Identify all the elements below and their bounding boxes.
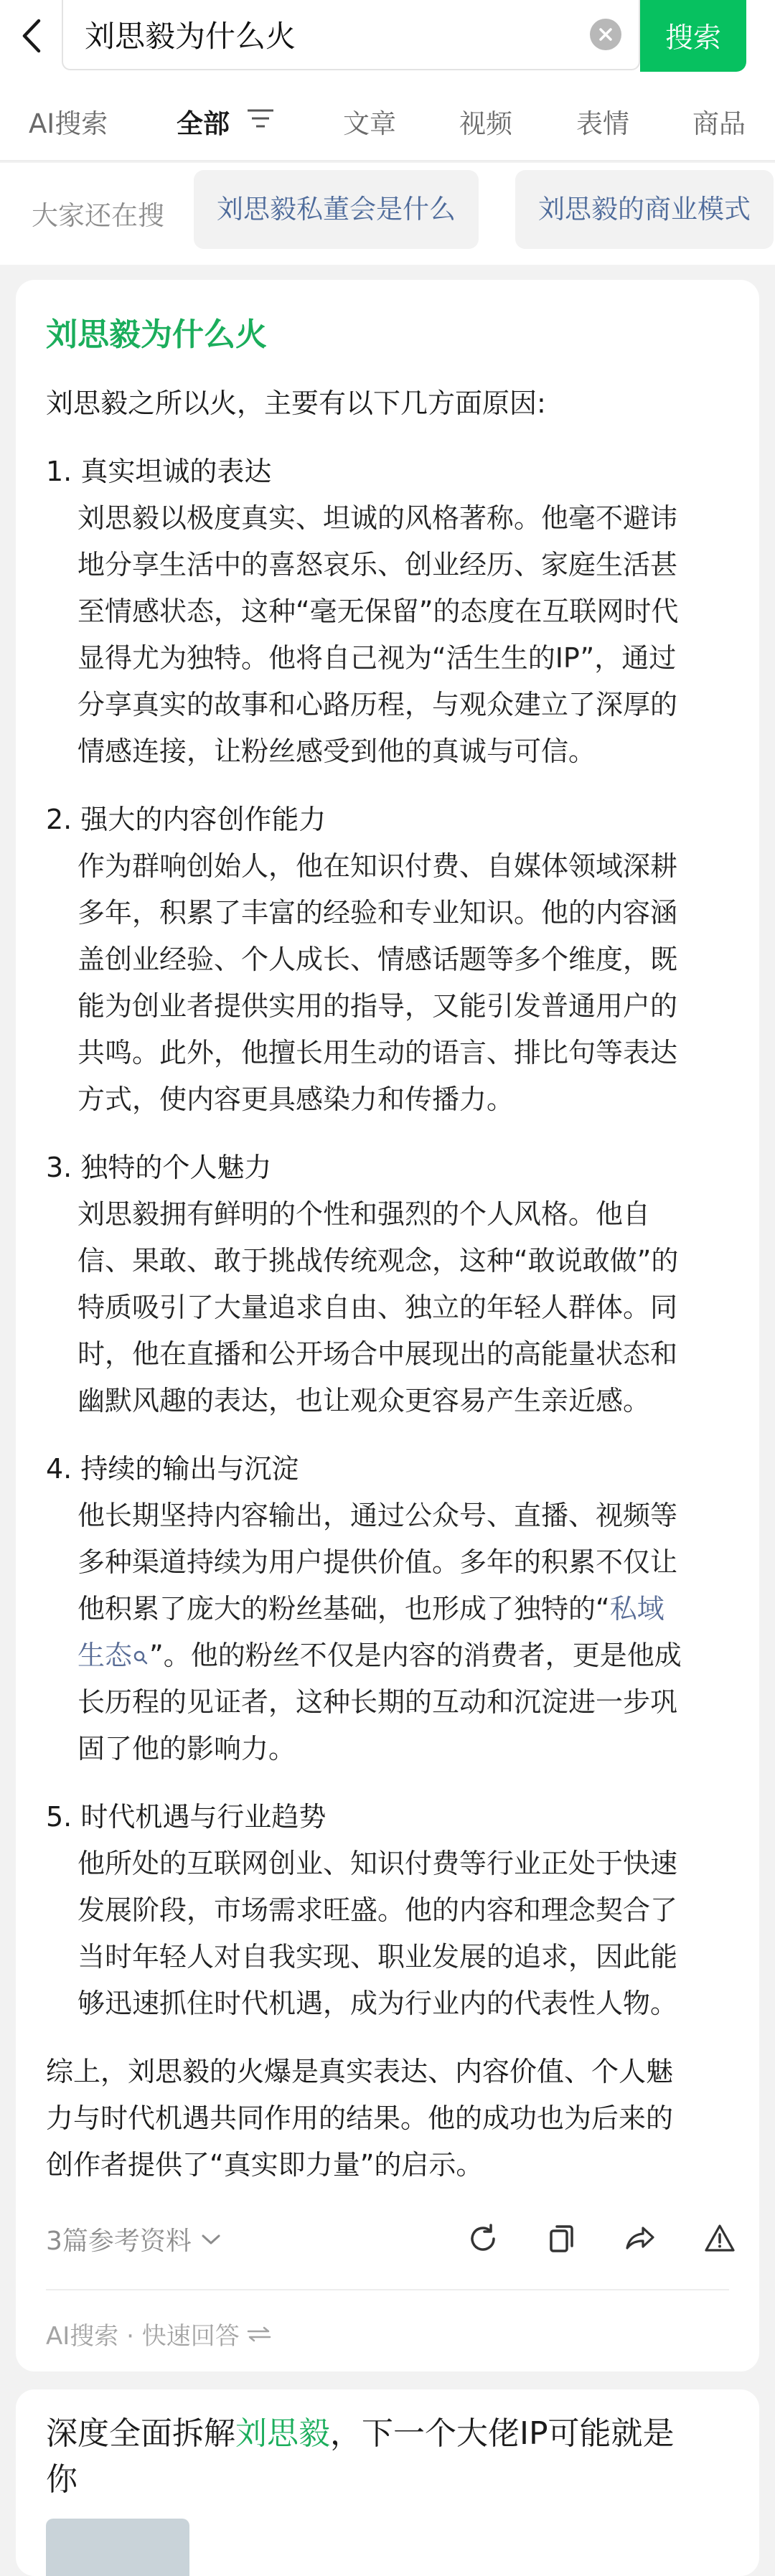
filter-tabs: [0, 72, 775, 161]
tab-ai-search[interactable]: AI搜索: [29, 108, 108, 139]
search-icon: [132, 1649, 149, 1666]
answer-intro: 刘思毅之所以火，主要有以下几方面原因:: [46, 387, 546, 419]
section-body: [78, 1191, 738, 1424]
text-segment: 他积累了庞大的粉丝基础，也形成了独特的“: [78, 1593, 610, 1625]
section-title: 3. 独特的个人魅力: [46, 1152, 272, 1183]
section-body: [78, 495, 738, 775]
tab-articles[interactable]: 文章: [343, 108, 396, 139]
tab-products[interactable]: 商品: [692, 108, 746, 139]
refresh-button[interactable]: [443, 2210, 522, 2267]
copy-icon: [545, 2222, 578, 2255]
tab-videos[interactable]: 视频: [459, 108, 512, 139]
article-title-highlight: 刘思毅: [235, 2415, 330, 2452]
text-line: 时，他在直播和公开场合中展现出的高能量状态和: [78, 1338, 678, 1370]
switch-icon: [247, 2326, 271, 2343]
filter-icon[interactable]: [246, 108, 275, 129]
article-result-card[interactable]: [16, 2389, 759, 2576]
text-line: 他所处的互联网创业、知识付费等行业正处于快速: [78, 1848, 678, 1879]
divider: [46, 2289, 729, 2290]
text-line: 多种渠道持续为用户提供价值。多年的积累不仅让: [78, 1546, 678, 1578]
text-line: 信、果敢、敢于挑战传统观念，这种“敢说敢做”的: [78, 1245, 679, 1277]
text-line: 分享真实的故事和心路历程，与观众建立了深厚的: [78, 689, 678, 720]
text-line: 至情感状态，这种“毫无保留”的态度在互联网时代: [78, 596, 679, 627]
article-title-text: 深度全面拆解: [46, 2415, 235, 2452]
references-toggle[interactable]: [46, 2221, 222, 2257]
references-label: 3篇参考资料: [46, 2227, 192, 2256]
back-button[interactable]: [0, 0, 62, 72]
text-line: 力与时代机遇共同作用的结果。他的成功也为后来的: [46, 2102, 674, 2134]
text-line: 特质吸引了大量追求自由、独立的年轻人群体。同: [78, 1292, 678, 1323]
text-line: 刘思毅拥有鲜明的个性和强烈的个人风格。他自: [78, 1198, 651, 1230]
text-line: 当时年轻人对自我实现、职业发展的追求，因此能: [78, 1941, 678, 1973]
clear-button[interactable]: [590, 19, 621, 50]
text-line: 长历程的见证者，这种长期的互动和沉淀进一步巩: [78, 1686, 678, 1718]
text-line: 够迅速抓住时代机遇，成为行业内的代表性人物。: [78, 1988, 678, 2019]
text-line: 幽默风趣的表达，也让观众更容易产生亲近感。: [78, 1385, 651, 1416]
keyword-link[interactable]: 私域: [609, 1593, 664, 1625]
related-searches: [0, 163, 775, 265]
suggestion-chip[interactable]: 刘思毅私董会是什么: [194, 170, 479, 249]
back-arrow-icon: [19, 18, 43, 54]
article-title[interactable]: [46, 2411, 735, 2503]
section-title: 4. 持续的输出与沉淀: [46, 1453, 299, 1485]
text-line: 能为创业者提供实用的指导，又能引发普通用户的: [78, 990, 678, 1022]
answer-actions: [443, 2210, 759, 2267]
text-line: 方式，使内容更具感染力和传播力。: [78, 1083, 515, 1115]
search-bar: [0, 0, 775, 72]
text-segment: ”。他的粉丝不仅是内容的消费者，更是他成: [149, 1640, 682, 1671]
text-line: 多年，积累了丰富的经验和专业知识。他的内容涵: [78, 897, 678, 929]
ai-answer-card: [16, 280, 759, 2371]
text-line: 固了他的影响力。: [78, 1733, 296, 1764]
clear-icon: [598, 27, 614, 42]
copy-button[interactable]: [522, 2210, 601, 2267]
share-icon: [624, 2222, 657, 2255]
tab-stickers[interactable]: 表情: [576, 108, 629, 139]
article-title-text: 你: [46, 2461, 78, 2498]
text-line: [78, 1632, 738, 1679]
refresh-icon: [466, 2222, 499, 2255]
search-box: [62, 0, 640, 70]
text-line: 他长期坚持内容输出，通过公众号、直播、视频等: [78, 1500, 678, 1531]
text-line: 综上，刘思毅的火爆是真实表达、内容价值、个人魅: [46, 2056, 674, 2087]
chevron-down-icon: [200, 2232, 222, 2247]
section-title: 1. 真实坦诚的表达: [46, 456, 272, 487]
answer-footer[interactable]: [46, 2316, 271, 2351]
text-line: 盖创业经验、个人成长、情感话题等多个维度，既: [78, 944, 678, 975]
footer-label: AI搜索 · 快速回答: [46, 2322, 240, 2351]
related-searches-label: 大家还在搜: [32, 200, 164, 231]
section-title: 5. 时代机遇与行业趋势: [46, 1801, 327, 1833]
text-line: 创作者提供了“真实即力量”的启示。: [46, 2149, 484, 2181]
answer-conclusion: [46, 2049, 735, 2189]
share-button[interactable]: [601, 2210, 680, 2267]
text-line: 作为群响创始人，他在知识付费、自媒体领域深耕: [78, 850, 678, 882]
answer-title: 刘思毅为什么火: [46, 316, 267, 353]
section-body: [78, 1493, 738, 1772]
keyword-link-text: 生态: [78, 1640, 133, 1671]
search-input[interactable]: [63, 0, 590, 69]
text-line: 地分享生活中的喜怒哀乐、创业经历、家庭生活甚: [78, 549, 678, 580]
search-button[interactable]: 搜索: [640, 0, 746, 72]
tab-all[interactable]: 全部: [177, 108, 230, 139]
text-line: 刘思毅以极度真实、坦诚的风格著称。他毫不避讳: [78, 502, 678, 534]
article-thumbnail: [46, 2519, 189, 2576]
warning-icon: [703, 2222, 736, 2255]
section-body: [78, 843, 738, 1123]
text-line: 共鸣。此外，他擅长用生动的语言、排比句等表达: [78, 1037, 678, 1068]
keyword-link[interactable]: [78, 1640, 149, 1671]
text-line: [78, 1586, 738, 1632]
text-line: 发展阶段，市场需求旺盛。他的内容和理念契合了: [78, 1894, 678, 1926]
text-line: 显得尤为独特。他将自己视为“活生生的IP”，通过: [78, 642, 677, 674]
text-line: 情感连接，让粉丝感受到他的真诚与可信。: [78, 735, 596, 767]
section-title: 2. 强大的内容创作能力: [46, 804, 327, 835]
suggestion-chip[interactable]: 刘思毅的商业模式: [515, 170, 774, 249]
article-title-text: ，下一个大佬IP可能就是: [330, 2415, 675, 2452]
section-body: [78, 1841, 738, 2027]
report-button[interactable]: [680, 2210, 759, 2267]
